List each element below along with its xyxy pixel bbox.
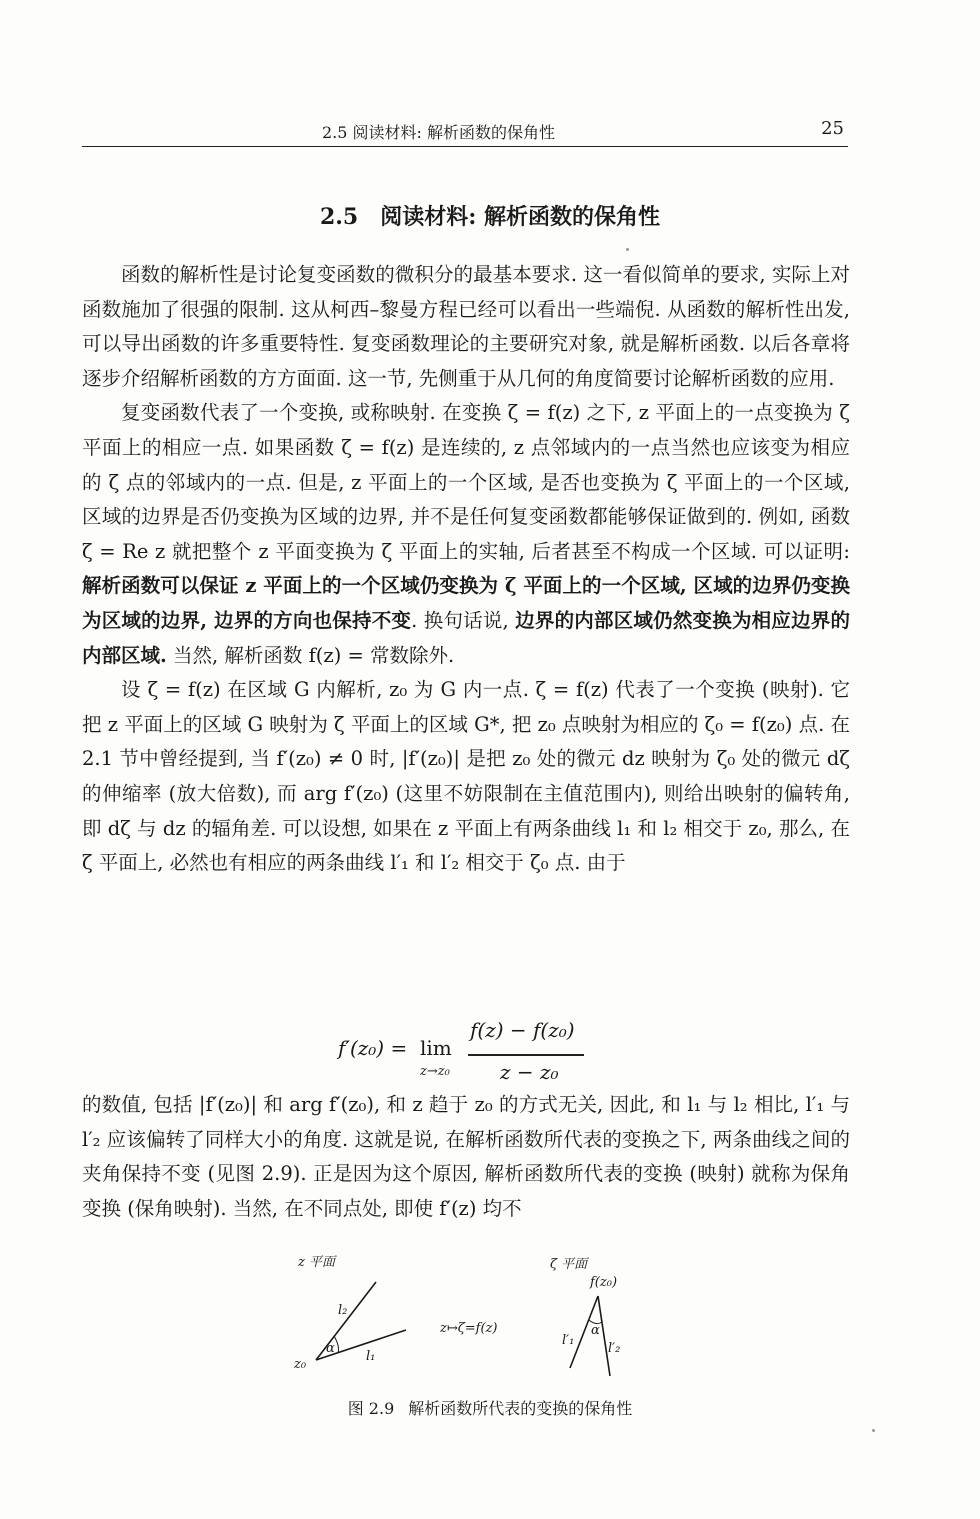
- paragraph-2-bold-b: 边界的内部区域仍然变换为相应边界的内部区域.: [82, 608, 850, 667]
- label-l1: l₁: [366, 1349, 376, 1364]
- label-l2-prime: l′₂: [608, 1341, 621, 1356]
- section-number: 2.5: [319, 204, 359, 230]
- scan-speck: [872, 1429, 875, 1432]
- body-text-upper: [82, 258, 850, 881]
- formula-denominator: z − z₀: [500, 1060, 559, 1084]
- figure-caption-text: 解析函数所代表的变换的保角性: [408, 1399, 633, 1418]
- running-head: [82, 118, 848, 147]
- mapping-label: z↦ζ=f(z): [440, 1321, 498, 1336]
- paragraph-4: 的数值, 包括 |f′(z₀)| 和 arg f′(z₀), 和 z 趋于 z₀ 的方式无关, 因此, 和 l₁ 与 l₂ 相比, l′₁ 与 l′₂ 应该偏转了同样大小的角度. 这就是说, 在解析函数所代表的变换之下, 两条曲线之间的夹角保持不变 (见图 2.9). 正是因为这个原因, 解析函数所代表的变换 (映射) 就称为保角变换 (保角映射). 当然, 在不同点处, 即使 f′(z) 均不: [82, 1093, 850, 1220]
- section-heading: [0, 200, 980, 231]
- paragraph-2-text-c: . 换句话说,: [411, 608, 516, 632]
- paragraph-2-text-a: 复变函数代表了一个变换, 或称映射. 在变换 ζ = f(z) 之下, z 平面上的一点变换为 ζ 平面上的相应一点. 如果函数 ζ = f(z) 是连续的, z 点邻域内的一点当然也应该变为相应的 ζ 点的邻域内的一点. 但是, z 平面上的一个区域, 是否也变换为 ζ 平面上的一个区域, 区域的边界是否仍变换为区域的边界, 并不是任何复变函数都能够保证做到的. 例如, 函数 ζ = Re z 就把整个 z 平面变换为 ζ 平面上的实轴, 后者甚至不构成一个区域. 可以证明:: [82, 401, 850, 563]
- paragraph-2-text-e: 当然, 解析函数 f(z) = 常数除外.: [166, 643, 455, 667]
- body-text-lower: [82, 1088, 850, 1226]
- label-l2: l₂: [338, 1303, 348, 1318]
- paragraph-2: [82, 396, 850, 673]
- label-alpha-left: α: [326, 1341, 335, 1356]
- label-l1-prime: l′₁: [562, 1333, 575, 1348]
- page-number: 25: [821, 118, 844, 139]
- fraction-bar: [468, 1054, 584, 1056]
- formula-lim-subscript: z→z₀: [420, 1064, 450, 1079]
- scan-speck: [626, 248, 629, 251]
- paragraph-2-bold-a: 解析函数可以保证 z 平面上的一个区域仍变换为 ζ 平面上的一个区域, 区域的边界仍变换为区域的边界, 边界的方向也保持不变: [82, 574, 850, 632]
- formula-lhs: f′(z₀) =: [338, 1036, 408, 1060]
- running-head-title: 2.5 阅读材料: 解析函数的保角性: [322, 123, 556, 142]
- paragraph-3: 设 ζ = f(z) 在区域 G 内解析, z₀ 为 G 内一点. ζ = f(z) 代表了一个变换 (映射). 它把 z 平面上的区域 G 映射为 ζ 平面上的区域 G*, 把 z₀ 点映射为相应的 ζ₀ = f(z₀) 点. 在 2.1 节中曾经提到, 当 f′(z₀) ≠ 0 时, |f′(z₀)| 是把 z₀ 处的微元 dz 映射为 ζ₀ 处的微元 dζ 的伸缩率 (放大倍数), 而 arg f′(z₀) (这里不妨限制在主值范围内), 则给出映射的偏转角, 即 dζ 与 dz 的辐角差. 可以设想, 如果在 z 平面上有两条曲线 l₁ 和 l₂ 相交于 z₀, 那么, 在 ζ 平面上, 必然也有相应的两条曲线 l′₁ 和 l′₂ 相交于 ζ₀ 点. 由于: [82, 678, 850, 875]
- formula-lim: lim: [420, 1036, 452, 1060]
- curve-l2-prime: [598, 1296, 610, 1376]
- figure-caption: [0, 1396, 980, 1419]
- label-z0: z₀: [294, 1357, 307, 1372]
- label-f-z0: f(z₀): [590, 1275, 618, 1290]
- figure-caption-label: 图 2.9: [347, 1399, 395, 1418]
- z-plane-label: z 平面: [298, 1255, 335, 1270]
- paragraph-1: 函数的解析性是讨论复变函数的微积分的最基本要求. 这一看似简单的要求, 实际上对函数施加了很强的限制. 这从柯西–黎曼方程已经可以看出一些端倪. 从函数的解析性出发, 可以导出函数的许多重要特性. 复变函数理论的主要研究对象, 就是解析函数. 以后各章将逐步介绍解析函数的方方面面. 这一节, 先侧重于从几何的角度简要讨论解析函数的应用.: [82, 263, 850, 390]
- formula-numerator: f(z) − f(z₀): [470, 1018, 575, 1042]
- zeta-plane-label: ζ 平面: [550, 1257, 588, 1272]
- section-title: 阅读材料: 解析函数的保角性: [380, 204, 661, 230]
- conformal-mapping-figure: [280, 1252, 700, 1392]
- label-alpha-right: α: [591, 1323, 600, 1338]
